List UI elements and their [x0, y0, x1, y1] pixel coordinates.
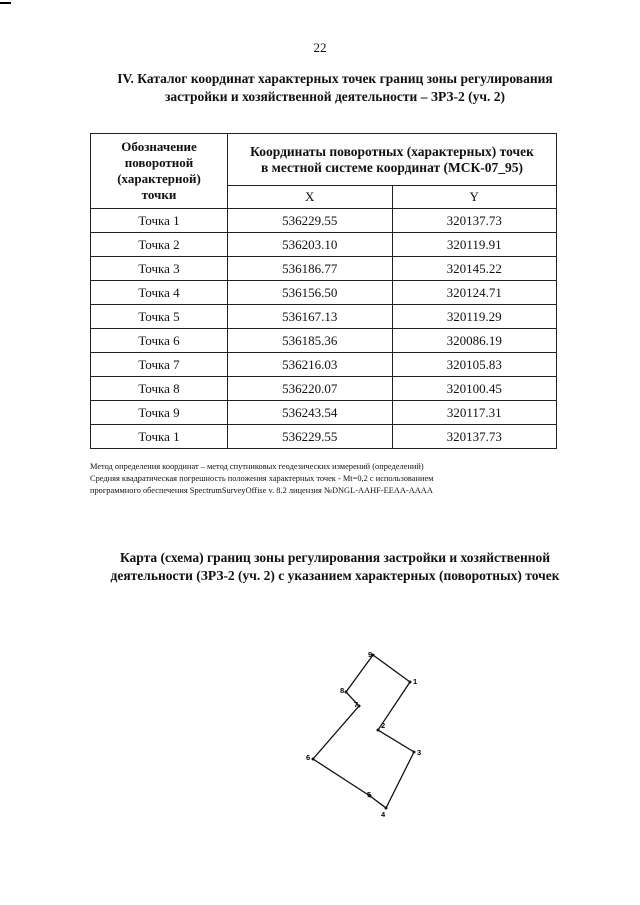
- y-cell: 320119.29: [392, 305, 557, 329]
- y-cell: 320124.71: [392, 281, 557, 305]
- point-name-cell: Точка 4: [91, 281, 228, 305]
- header-coordinates-line: в местной системе координат (МСК-07_95): [260, 159, 523, 175]
- x-cell: 536216.03: [228, 353, 393, 377]
- x-cell: 536243.54: [228, 401, 393, 425]
- point-name-cell: Точка 1: [91, 209, 228, 233]
- point-label-8: 8: [340, 686, 345, 695]
- x-cell: 536229.55: [228, 209, 393, 233]
- point-label-3: 3: [417, 748, 422, 757]
- header-coordinates-line: Координаты поворотных (характерных) точек: [250, 143, 534, 159]
- header-y: Y: [392, 186, 557, 209]
- point-label-4: 4: [381, 810, 386, 819]
- boundary-vertex-markers: [312, 654, 416, 810]
- x-cell: 536229.55: [228, 425, 393, 449]
- point-name-cell: Точка 3: [91, 257, 228, 281]
- y-cell: 320105.83: [392, 353, 557, 377]
- header-point-name-line: точки: [141, 187, 177, 202]
- point-name-cell: Точка 8: [91, 377, 228, 401]
- y-cell: 320119.91: [392, 233, 557, 257]
- page-number: 22: [313, 40, 327, 55]
- y-cell: 320086.19: [392, 329, 557, 353]
- x-cell: 536203.10: [228, 233, 393, 257]
- note-line: Средняя квадратическая погрешность положения характерных точек - Mt=0,2 с использованием: [90, 474, 434, 483]
- point-label-7: 7: [354, 700, 359, 709]
- y-cell: 320100.45: [392, 377, 557, 401]
- section-title-line-1: IV. Каталог координат характерных точек границ зоны регулирования: [117, 71, 553, 86]
- point-name-cell: Точка 1: [91, 425, 228, 449]
- point-label-1: 1: [413, 677, 418, 686]
- x-cell: 536186.77: [228, 257, 393, 281]
- y-cell: 320145.22: [392, 257, 557, 281]
- x-cell: 536167.13: [228, 305, 393, 329]
- point-name-cell: Точка 7: [91, 353, 228, 377]
- section-title-line-2: застройки и хозяйственной деятельности – ЗРЗ-2 (уч. 2): [165, 89, 505, 104]
- point-label-6: 6: [306, 753, 311, 762]
- header-x: X: [228, 186, 393, 209]
- point-name-cell: Точка 6: [91, 329, 228, 353]
- header-point-name-line: Обозначение: [121, 139, 197, 154]
- point-name-cell: Точка 9: [91, 401, 228, 425]
- note-line: программного обеспечения SpectrumSurveyOffise v. 8.2 лицензия №DNGL-AAHF-EEAA-AAAA: [90, 486, 433, 495]
- point-label-2: 2: [381, 721, 386, 730]
- header-point-name-line: (характерной): [117, 171, 201, 186]
- y-cell: 320117.31: [392, 401, 557, 425]
- map-title-line-1: Карта (схема) границ зоны регулирования застройки и хозяйственной: [119, 550, 551, 565]
- x-cell: 536220.07: [228, 377, 393, 401]
- y-cell: 320137.73: [392, 209, 557, 233]
- y-cell: 320137.73: [392, 425, 557, 449]
- zone-boundary-polygon: [313, 655, 414, 808]
- x-cell: 536156.50: [228, 281, 393, 305]
- point-label-5: 5: [367, 790, 372, 799]
- x-cell: 536185.36: [228, 329, 393, 353]
- map-title-line-2: деятельности (ЗРЗ-2 (уч. 2) с указанием характерных (поворотных) точек: [110, 568, 560, 583]
- note-line: Метод определения координат – метод спутниковых геодезических измерений (определений): [90, 462, 424, 471]
- point-name-cell: Точка 2: [91, 233, 228, 257]
- point-name-cell: Точка 5: [91, 305, 228, 329]
- header-point-name-line: поворотной: [124, 155, 194, 170]
- point-label-9: 9: [368, 650, 373, 659]
